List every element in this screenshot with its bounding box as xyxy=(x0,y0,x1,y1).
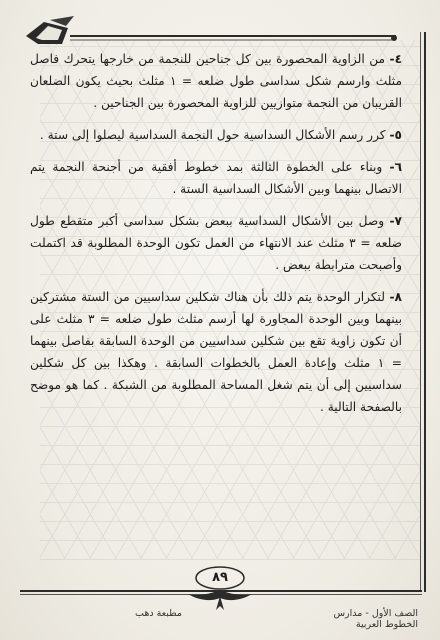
instruction-step-5 xyxy=(30,124,402,146)
instructions-body xyxy=(30,48,402,428)
footer-course-label: الصف الأول - مدارس الخطوط العربية xyxy=(333,608,418,630)
instruction-step-6 xyxy=(30,156,402,200)
step-number: ٨- xyxy=(389,290,402,304)
instruction-step-7 xyxy=(30,210,402,276)
step-number: ٧- xyxy=(389,214,402,228)
step-number: ٥- xyxy=(389,128,402,142)
step-text: كرر رسم الأشكال السداسية حول النجمة السداسية ليصلوا إلى ستة . xyxy=(39,128,386,142)
step-number: ٦- xyxy=(389,160,403,174)
step-text: من الزاوية المحصورة بين كل جناحين للنجمة من خارجها يتحرك فاصل مثلث وارسم شكل سداسى طول ضلعه = ١ مثلث بحيث يكون الضلعان القريبان من النجمة متوازيين للزاوية المحصورة بين الجناحين . xyxy=(30,52,402,110)
instruction-step-4 xyxy=(30,48,402,114)
right-border-rule-inner xyxy=(420,32,421,592)
header-ornament xyxy=(22,14,402,50)
step-text: لتكرار الوحدة يتم ذلك بأن هناك شكلين سداسيين من الستة مشتركين بينهما وبين الوحدة المجاورة لها أرسم مثلث طول ضلعه = ٣ مثلث على أن تكون زاوية تقع بين شكلين سداسيين من الوحدة السابقة بفاصل بينهما = ١ مثلث وإعادة العمل بالخطوات السابقة . وهكذا بين كل شكلين سداسيين إلى أن يتم شغل المساحة المطلوبة من الشبكة . كما هو موضح بالصفحة التالية . xyxy=(30,290,403,414)
step-number: ٤- xyxy=(389,52,403,66)
instruction-step-8 xyxy=(30,286,402,418)
right-border-rule xyxy=(424,32,426,592)
step-text: وبناء على الخطوة الثالثة بمد خطوط أفقية من أجنحة النجمة يتم الاتصال بينهما وبين الأشكال السداسية الستة . xyxy=(30,160,402,196)
step-text: وصل بين الأشكال السداسية ببعض بشكل سداسى أكبر متقطع طول ضلعه = ٣ مثلث عند الانتهاء من العمل تكون الوحدة المطلوبة قد اكتملت وأصبحت مترابطة ببعض . xyxy=(30,214,402,272)
footer-printer-label: مطبعة دهب xyxy=(134,608,182,619)
page-number: ٨٩ xyxy=(212,570,228,585)
